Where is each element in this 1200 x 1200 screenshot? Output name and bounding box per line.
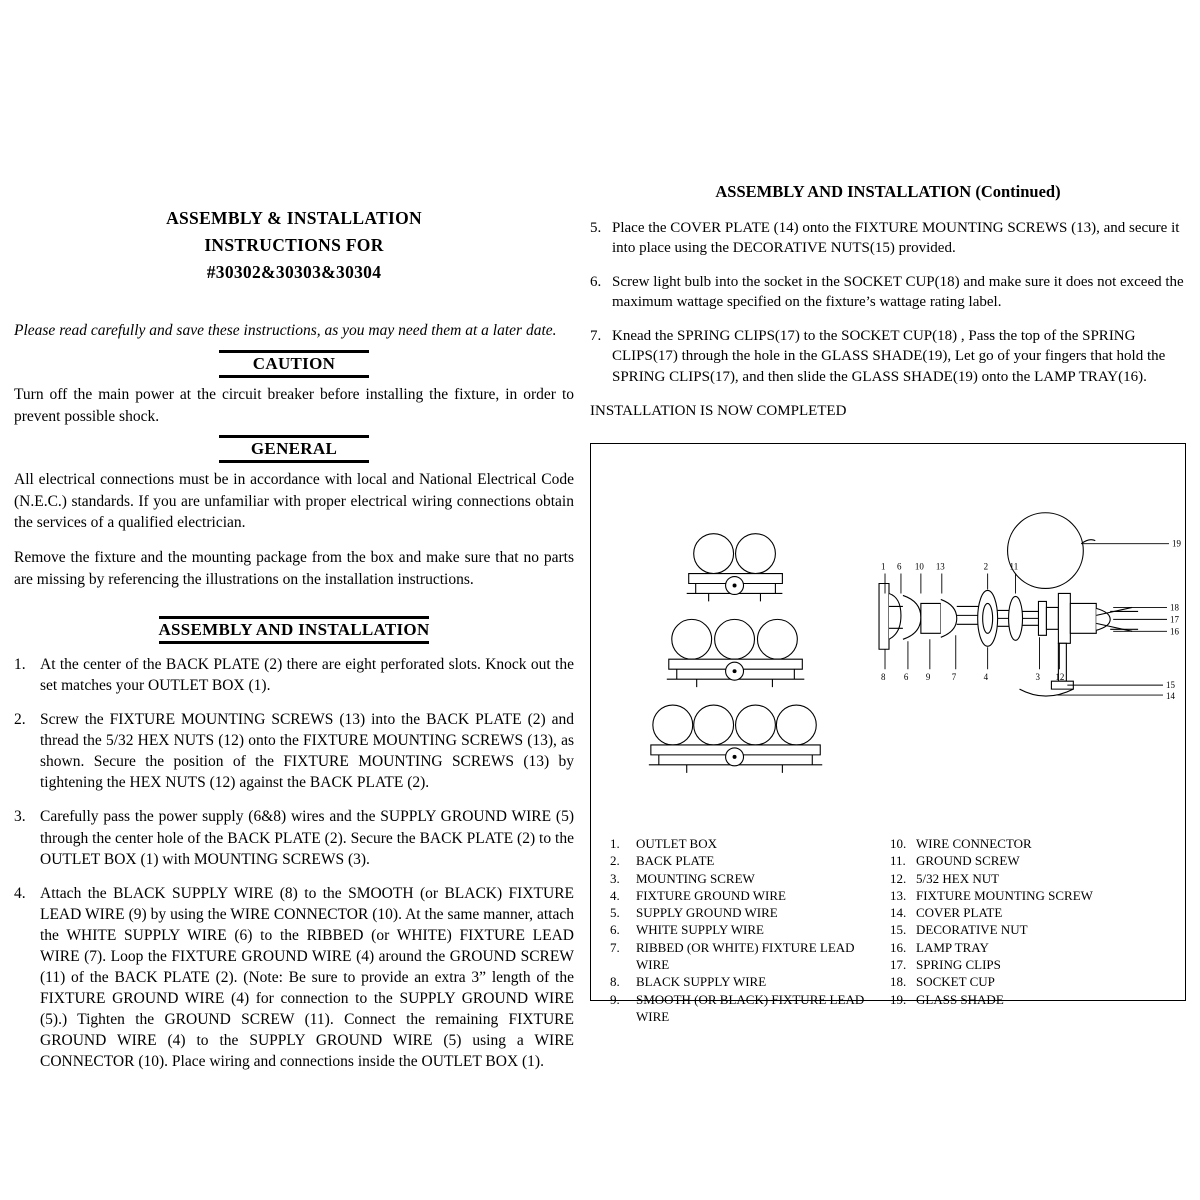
callout-8: 8 (881, 672, 886, 683)
general-rule-bottom (219, 460, 369, 463)
list-item (890, 904, 1170, 921)
socket-cup-part (1058, 593, 1138, 643)
callout-7: 7 (951, 672, 957, 683)
general-rule-top (219, 435, 369, 438)
part-number: 19. (890, 991, 907, 1007)
list-item (14, 806, 574, 869)
part-name-line1: SMOOTH (OR BLACK) FIXTURE LEAD (636, 991, 865, 1007)
list-item (610, 991, 890, 1026)
list-item (890, 939, 1170, 956)
callout-17: 17 (1169, 614, 1179, 625)
part-number: 17. (890, 956, 907, 972)
list-item (610, 973, 890, 990)
part-number: 4. (610, 887, 620, 903)
part-name: GLASS SHADE (916, 991, 1004, 1007)
callout-6b: 6 (903, 672, 909, 683)
list-item (610, 870, 890, 887)
title-line-2: INSTRUCTIONS FOR (204, 235, 384, 256)
step-text: Knead the SPRING CLIPS(17) to the SOCKET CUP(18) , Pass the top of the SPRING CLIPS(17) through the hole in the GLASS SHADE(19), Let go of your fingers that hold the SPRING CLIPS(17), and then slide the GLASS SHADE(19) onto the LAMP TRAY(16). (612, 328, 1166, 385)
parts-list (610, 835, 1170, 1025)
step-number: 4. (14, 884, 26, 902)
callout-14: 14 (1166, 691, 1175, 702)
caution-rule-bottom (219, 375, 369, 378)
callout-1: 1 (881, 561, 886, 572)
list-item (610, 904, 890, 921)
callout-13: 13 (935, 561, 945, 572)
list-item (890, 956, 1170, 973)
glass-shade-part (1008, 513, 1096, 589)
part-name: BACK PLATE (636, 853, 715, 869)
part-name: SUPPLY GROUND WIRE (636, 905, 778, 921)
list-item (610, 939, 890, 974)
part-name: WHITE SUPPLY WIRE (636, 922, 764, 938)
general-text-2: Remove the fixture and the mounting package from the box and make sure that no parts are missing by referencing the illustrations on the installation instructions. (14, 549, 574, 588)
part-number: 1. (610, 836, 620, 851)
part-number: 9. (610, 991, 620, 1007)
part-number: 8. (610, 974, 620, 990)
list-item (890, 835, 1170, 852)
list-item (590, 272, 1186, 312)
part-name: LAMP TRAY (916, 939, 989, 955)
part-number: 10. (890, 836, 907, 851)
list-item (14, 883, 574, 1073)
list-item (590, 218, 1186, 258)
caution-text: Turn off the main power at the circuit breaker before installing the fixture, in order to prevent possible shock. (14, 386, 574, 425)
part-name: 5/32 HEX NUT (916, 870, 1000, 886)
part-name: FIXTURE MOUNTING SCREW (916, 887, 1093, 903)
general-text-1: All electrical connections must be in accordance with local and National Electrical Code (N.E.C.) standards. If you are unfamiliar with proper electrical wiring connections obtain the services of a qualified electrician. (14, 471, 574, 531)
part-number: 2. (610, 853, 620, 869)
part-name: SOCKET CUP (916, 974, 995, 990)
part-name: GROUND SCREW (916, 853, 1020, 869)
part-name-line2: WIRE (636, 1008, 670, 1024)
parts-list-left (610, 835, 890, 1025)
step-text: Screw the FIXTURE MOUNTING SCREWS (13) into the BACK PLATE (2) and thread the 5/32 HEX NUTS (12) onto the FIXTURE MOUNTING SCREWS (13), as shown. Secure the position of the FIXTURE MOUNTING SCREWS (13) by tightening the HEX NUTS (12) against the BACK PLATE (2). (40, 711, 574, 792)
cover-plate-part (903, 595, 957, 639)
assembly-step-list (14, 654, 574, 1072)
step-number: 7. (590, 328, 602, 345)
document-title (14, 205, 574, 286)
step-number: 2. (14, 711, 26, 729)
three-light-fixture (667, 619, 805, 687)
caution-rule-top (219, 350, 369, 353)
list-item (890, 870, 1170, 887)
continued-step-list (590, 218, 1186, 387)
list-item (14, 709, 574, 793)
intro-note: Please read carefully and save these instructions, as you may need them at a later date. (14, 322, 557, 340)
list-item (890, 973, 1170, 990)
caution-heading: CAUTION (252, 354, 336, 374)
list-item (890, 852, 1170, 869)
spacer (14, 533, 574, 547)
assembly-heading-block (14, 616, 574, 644)
callout-10: 10 (914, 561, 924, 572)
step-number: 6. (590, 274, 602, 291)
callout-4: 4 (983, 672, 989, 683)
step-text: Place the COVER PLATE (14) onto the FIXTURE MOUNTING SCREWS (13), and secure it into place using the DECORATIVE NUTS(15) provided. (612, 220, 1180, 257)
part-name: MOUNTING SCREW (636, 870, 755, 886)
step-number: 3. (14, 808, 26, 826)
part-name: FIXTURE GROUND WIRE (636, 887, 786, 903)
two-light-fixture (687, 534, 783, 602)
part-name (636, 991, 890, 1026)
list-item (890, 921, 1170, 938)
list-item (890, 887, 1170, 904)
title-line-3: #30302&30303&30304 (206, 262, 382, 283)
callout-11: 11 (1009, 561, 1019, 572)
step-text: Attach the BLACK SUPPLY WIRE (8) to the SMOOTH (or BLACK) FIXTURE LEAD WIRE (9) by using the WIRE CONNECTOR (10). At the same manner, attach the WHITE SUPPLY WIRE (6) to the RIBBED (or WHITE) FIXTURE LEAD WIRE (7). Loop the FIXTURE GROUND WIRE (4) around the GROUND SCREW (11) of the BACK PLATE (2). (Note: Be sure to provide an extra 3” length of the FIXTURE GROUND WIRE (4) for connection to the SUPPLY GROUND WIRE (5).) Tighten the GROUND SCREW (11). Connect the remaining FIXTURE GROUND WIRE (4) to the SUPPLY GROUND WIRE (5) using a WIRE CONNECTOR (10). Place wiring and connections inside the OUTLET BOX (1). (40, 884, 574, 1071)
assembly-rule-top (159, 616, 429, 619)
continued-heading: ASSEMBLY AND INSTALLATION (Continued) (715, 182, 1061, 201)
callout-2: 2 (983, 561, 989, 572)
lamp-tray-part (1020, 643, 1074, 696)
right-column (590, 182, 1186, 430)
part-name: DECORATIVE NUT (916, 922, 1028, 938)
part-name: OUTLET BOX (636, 836, 718, 851)
back-plate-part (879, 583, 903, 649)
step-number: 5. (590, 220, 602, 236)
part-number: 18. (890, 974, 907, 990)
part-number: 13. (890, 887, 907, 903)
title-line-1: ASSEMBLY & INSTALLATION (166, 208, 422, 228)
part-number: 14. (890, 905, 907, 921)
completion-note: INSTALLATION IS NOW COMPLETED (590, 402, 847, 419)
part-number: 16. (890, 939, 907, 955)
left-column (14, 205, 574, 1085)
callout-18: 18 (1169, 602, 1179, 613)
list-item (610, 921, 890, 938)
callout-3: 3 (1035, 672, 1040, 683)
part-name: WIRE CONNECTOR (916, 836, 1032, 851)
step-text: Carefully pass the power supply (6&8) wires and the SUPPLY GROUND WIRE (5) through the center hole of the BACK PLATE (2). Secure the BACK PLATE (2) to the OUTLET BOX (1) with MOUNTING SCREWS (3). (40, 808, 574, 868)
list-item (610, 835, 890, 852)
part-name: SPRING CLIPS (916, 956, 1001, 972)
four-light-fixture (649, 705, 822, 773)
callout-19: 19 (1171, 538, 1181, 549)
callout-9: 9 (925, 672, 931, 683)
callout-12: 12 (1055, 672, 1065, 683)
mounting-hardware (957, 590, 1059, 646)
part-number: 11. (890, 853, 906, 869)
parts-list-right (890, 835, 1170, 1025)
general-heading: GENERAL (250, 439, 338, 459)
part-name: COVER PLATE (916, 905, 1003, 921)
part-number: 7. (610, 939, 620, 955)
step-number: 1. (14, 656, 26, 673)
list-item (590, 326, 1186, 386)
part-name: RIBBED (OR WHITE) FIXTURE LEAD WIRE (636, 939, 855, 972)
part-number: 15. (890, 922, 907, 938)
list-item (610, 887, 890, 904)
part-number: 5. (610, 905, 620, 921)
part-number: 6. (610, 922, 620, 938)
callout-6: 6 (896, 561, 902, 572)
part-name: BLACK SUPPLY WIRE (636, 974, 767, 990)
callout-15: 15 (1166, 680, 1175, 691)
step-text: At the center of the BACK PLATE (2) there are eight perforated slots. Knock out the set matches your OUTLET BOX (1). (40, 656, 574, 695)
list-item (890, 991, 1170, 1008)
callout-16: 16 (1169, 626, 1179, 637)
part-number: 3. (610, 870, 620, 886)
list-item (14, 654, 574, 696)
list-item (610, 852, 890, 869)
step-text: Screw light bulb into the socket in the SOCKET CUP(18) and make sure it does not exceed the maximum wattage specified on the fixture’s wattage rating label. (612, 274, 1184, 311)
part-number: 12. (890, 870, 907, 886)
assembly-rule-bottom (159, 641, 429, 644)
assembly-heading: ASSEMBLY AND INSTALLATION (158, 620, 430, 639)
